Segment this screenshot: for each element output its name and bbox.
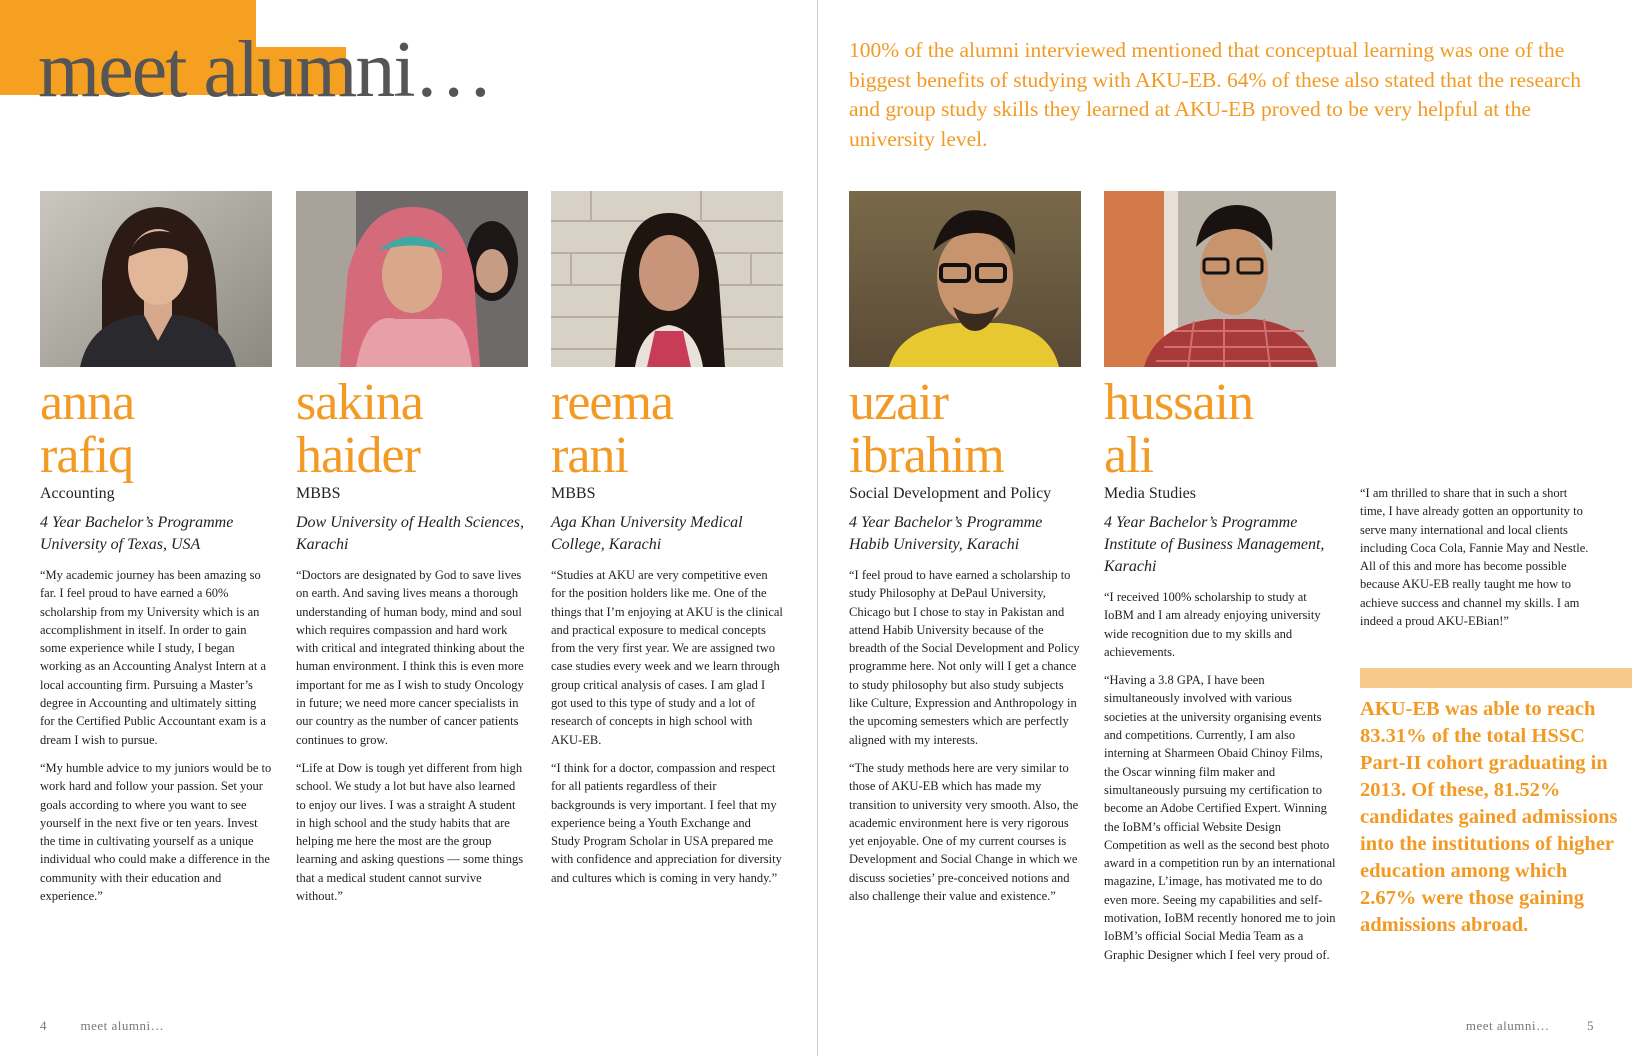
stat-accent-bar	[1360, 668, 1632, 688]
alumni-name-sakina-haider	[296, 376, 423, 482]
testimonial-paragraph: “Having a 3.8 GPA, I have been simultaneously involved with various societies at the university organising events and competitions. Currently, I am also interning at Sharmeen Obaid Chinoy Films, the Oscar winning film maker and simultaneously pursuing my certification to become an Adobe Certified Expert. Winning the IoBM’s official Website Design Competition as well as the second best photo award in a competition run by an international magazine, L’image, has motivated me to do even more. Seeing my capabilities and self-motivation, IoBM recently honored me to join IoBM’s official Social Media Team as a Graphic Designer which I feel very proud of.	[1104, 673, 1336, 962]
alumni-name-anna-rafiq	[40, 376, 134, 482]
footer-left	[40, 1018, 164, 1034]
testimonial-paragraph: “I feel proud to have earned a scholarship to study Philosophy at DePaul University, Chicago but I chose to stay in Pakistan and attend Habib University because of the breadth of the Social Development and Policy programme here. Not only will I get a chance to study philosophy but also study subjects like Culture, Expression and Anthropology in the upcoming semesters which are perfectly aligned with my interests.	[849, 568, 1080, 747]
first-name: hussain	[1104, 374, 1253, 431]
first-name: anna	[40, 374, 135, 431]
footer-right	[1466, 1018, 1594, 1034]
running-footer: meet alumni…	[1465, 1018, 1550, 1033]
running-footer: meet alumni…	[80, 1018, 165, 1033]
statistic-callout: AKU-EB was able to reach 83.31% of the total HSSC Part-II cohort graduating in 2013. Of these, 81.52% candidates gained admissions into the institutions of higher education among which 2.67% were those gaining admissions abroad.	[1360, 698, 1618, 936]
last-name: rafiq	[40, 427, 134, 484]
last-name: haider	[296, 427, 420, 484]
testimonial-paragraph: “I think for a doctor, compassion and respect for all patients regardless of their backgrounds is very important. I feel that my experience being a Youth Exchange and Study Program Scholar in USA prepared me with confidence and appreciation for diversity and cultures which is coming in very handy.”	[551, 760, 782, 885]
testimonial	[1104, 588, 1336, 974]
testimonial-paragraph: “I received 100% scholarship to study at IoBM and I am already enjoying university wide recognition due to my skills and achievements.	[1104, 590, 1321, 659]
intro-text: 100% of the alumni interviewed mentioned that conceptual learning was one of the biggest benefits of studying with AKU-EB. 64% of these also stated that the research and group study skills they learned at AKU-EB proved to be very helpful at the university level.	[849, 38, 1582, 151]
alumni-name-reema-rani	[551, 376, 673, 482]
testimonial-paragraph: “My humble advice to my juniors would be to work hard and follow your passion. Set your goals according to where you want to see yourself in the next five or ten years. Invest the time in cultivating yourself as a unique individual who could make a difference in the community with their education and experience.”	[40, 760, 272, 904]
field-of-study: Media Studies	[1104, 485, 1196, 502]
testimonial	[849, 566, 1081, 915]
programme: 4 Year Bachelor’s Programme Habib University, Karachi	[849, 514, 1043, 553]
photo-hussain-ali	[1104, 191, 1336, 367]
field-of-study: MBBS	[551, 485, 596, 502]
testimonial-paragraph: “Life at Dow is tough yet different from high school. We study a lot but have also learned to enjoy our lives. I was a straight A student in high school and the study habits that are helping me here the most are the group learning and asking questions — some things that a medical student cannot survive without.”	[296, 760, 524, 904]
page-spine	[817, 0, 818, 1056]
programme: 4 Year Bachelor’s Programme Institute of Business Management, Karachi	[1104, 514, 1325, 575]
testimonial-paragraph: “Doctors are designated by God to save lives on earth. And saving lives means a thorough understanding of human body, mind and soul which requires compassion and hard work with critical and integrated thinking about the human environment. I think this is even more important for me as I wish to study Oncology in future; we need more cancer specialists in our country as the number of cancer patients continues to grow.	[296, 568, 525, 747]
testimonial-paragraph: “Studies at AKU are very competitive even for the position holders like me. One of the things that I’m enjoying at AKU is the clinical and practical exposure to medical concepts from the very first year. We are assigned two case studies every week and we learn through group critical analysis of cases. I am glad I got used to this type of study and a lot of research of concepts in high school with AKU-EB.	[551, 568, 783, 747]
last-name: ibrahim	[849, 427, 1004, 484]
page-number: 4	[40, 1018, 47, 1033]
last-name: ali	[1104, 427, 1153, 484]
programme: 4 Year Bachelor’s Programme University of Texas, USA	[40, 514, 234, 553]
photo-sakina-haider	[296, 191, 528, 367]
photo-uzair-ibrahim	[849, 191, 1081, 367]
page-title: meet alumni…	[38, 26, 492, 114]
testimonial-continuation: “I am thrilled to share that in such a short time, I have already gotten an opportunity to serve many international and local clients including Coca Cola, Fannie May and Nestle. All of this and more has become possible because AKU-EB really taught me how to achieve success and channel my skills. I am indeed a proud AKU-EBian!”	[1360, 486, 1589, 629]
field-of-study: MBBS	[296, 485, 341, 502]
photo-anna-rafiq	[40, 191, 272, 367]
field-of-study: Accounting	[40, 485, 115, 502]
testimonial	[40, 566, 272, 915]
programme: Aga Khan University Medical College, Karachi	[551, 514, 743, 553]
testimonial-paragraph: “My academic journey has been amazing so far. I feel proud to have earned a 60% scholarship from my University which is an accomplishment in itself. In order to gain some experience while I study, I began working as an Accounting Analyst Intern at a local accounting firm. Pursuing a Master’s degree in Accounting and ultimately sitting for the Certified Public Accountant exam is a dream I wish to pursue.	[40, 568, 266, 747]
programme: Dow University of Health Sciences, Karachi	[296, 514, 524, 553]
last-name: rani	[551, 427, 628, 484]
testimonial-paragraph: “The study methods here are very similar to those of AKU-EB which has made my transition to university very smooth. Also, the academic environment here is very rigorous yet enjoyable. One of my current courses is Development and Social Change in which we discuss societies’ pre-conceived notions and also challenge their value and existence.”	[849, 760, 1079, 904]
first-name: uzair	[849, 374, 948, 431]
alumni-name-uzair-ibrahim	[849, 376, 1004, 482]
testimonial	[296, 566, 528, 915]
first-name: reema	[551, 374, 674, 431]
field-of-study: Social Development and Policy	[849, 485, 1052, 502]
alumni-name-hussain-ali	[1104, 376, 1253, 482]
first-name: sakina	[296, 374, 423, 431]
testimonial	[551, 566, 783, 897]
page-number: 5	[1587, 1018, 1594, 1033]
photo-reema-rani	[551, 191, 783, 367]
